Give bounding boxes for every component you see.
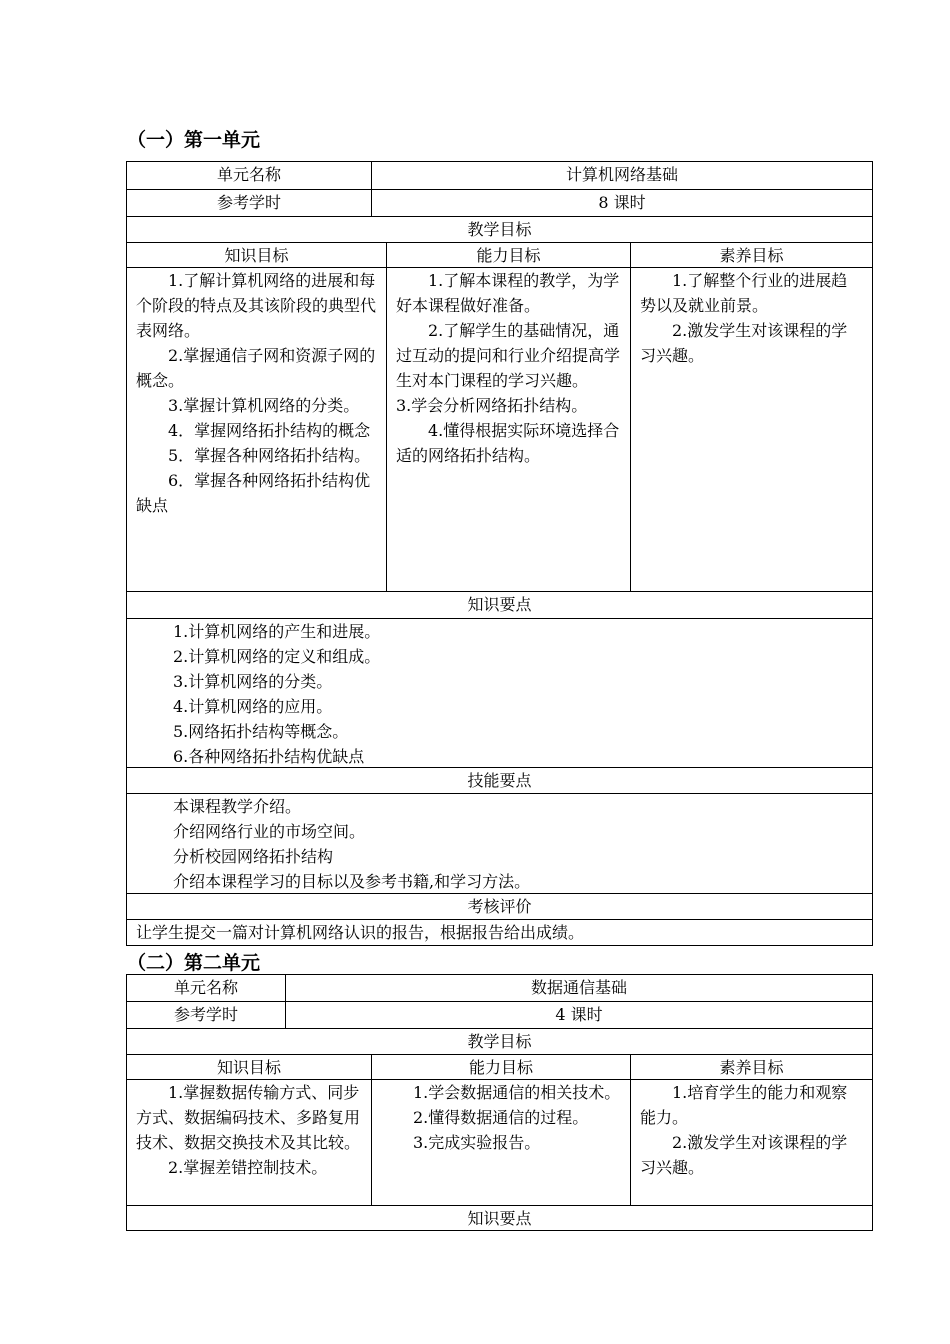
list-item: 分析校园网络拓扑结构 — [173, 847, 334, 866]
unit2-name-label: 单元名称 — [173, 978, 238, 997]
list-item: 本课程教学介绍。 — [173, 797, 302, 816]
unit1-knowledge-goals — [127, 268, 386, 591]
goal-item: 6．掌握各种网络拓扑结构优缺点 — [136, 471, 371, 515]
unit1-name-label: 单元名称 — [216, 165, 281, 184]
unit2-quality-goals — [630, 1080, 872, 1205]
unit1-knowledge-points-header: 知识要点 — [467, 595, 532, 614]
unit1-quality-goals — [630, 268, 872, 591]
unit2-goal-columns-row — [127, 1054, 872, 1079]
unit2-goals-header: 教学目标 — [467, 1032, 532, 1051]
goal-item: 4．掌握网络拓扑结构的概念 — [168, 421, 371, 440]
unit2-knowledge-points-header: 知识要点 — [467, 1209, 532, 1228]
unit2-col-knowledge: 知识目标 — [216, 1058, 281, 1077]
goal-item: 2.掌握差错控制技术。 — [168, 1158, 328, 1177]
unit1-hours-value: 8 课时 — [371, 190, 872, 216]
unit1-col-quality: 素养目标 — [630, 243, 872, 267]
unit1-hours-label: 参考学时 — [216, 193, 281, 212]
unit1-goals-header-row — [127, 216, 872, 242]
goal-item: 2.激发学生对该课程的学习兴趣。 — [640, 321, 848, 365]
goal-item: 1.学会数据通信的相关技术。 — [413, 1083, 621, 1102]
unit2-hours-row — [127, 1001, 872, 1028]
goal-item: 2.掌握通信子网和资源子网的概念。 — [136, 346, 376, 390]
unit1-name-value: 计算机网络基础 — [371, 162, 872, 189]
unit1-skill-points-row — [127, 793, 872, 893]
unit1-skill-points-header-row — [127, 767, 872, 793]
list-item: 介绍网络行业的市场空间。 — [173, 822, 366, 841]
unit2-ability-goals — [371, 1080, 630, 1205]
unit1-assessment-row — [127, 919, 872, 945]
goal-item: 5．掌握各种网络拓扑结构。 — [168, 446, 371, 465]
goal-item: 2.了解学生的基础情况，通过互动的提问和行业介绍提高学生对本门课程的学习兴趣。 — [396, 321, 621, 390]
unit2-hours-label: 参考学时 — [173, 1005, 238, 1024]
list-item: 6.各种网络拓扑结构优缺点 — [173, 747, 365, 766]
unit1-skill-points-header: 技能要点 — [467, 771, 532, 790]
unit2-name-value: 数据通信基础 — [285, 975, 872, 1001]
unit2-knowledge-goals — [127, 1080, 371, 1205]
unit2-col-quality: 素养目标 — [630, 1055, 872, 1079]
list-item: 2.计算机网络的定义和组成。 — [173, 647, 381, 666]
list-item: 介绍本课程学习的目标以及参考书籍,和学习方法。 — [173, 872, 531, 891]
unit1-heading: （一）第一单元 — [127, 129, 261, 151]
goal-item: 4.懂得根据实际环境选择合适的网络拓扑结构。 — [396, 421, 620, 465]
unit1-assessment: 让学生提交一篇对计算机网络认识的报告，根据报告给出成绩。 — [136, 923, 585, 942]
goal-item: 2.懂得数据通信的过程。 — [413, 1108, 589, 1127]
unit1-name-row — [127, 162, 872, 189]
list-item: 3.计算机网络的分类。 — [173, 672, 333, 691]
list-item: 1.计算机网络的产生和进展。 — [173, 622, 381, 641]
unit1-assessment-header: 考核评价 — [467, 897, 532, 916]
goal-item: 3.学会分析网络拓扑结构。 — [396, 396, 588, 415]
unit1-knowledge-points — [127, 619, 872, 767]
unit1-assessment-header-row — [127, 893, 872, 919]
unit1-goal-columns-row — [127, 242, 872, 267]
goal-item: 3.掌握计算机网络的分类。 — [168, 396, 360, 415]
goal-item: 1.培育学生的能力和观察能力。 — [640, 1083, 848, 1127]
goal-item: 1.了解整个行业的进展趋势以及就业前景。 — [640, 271, 848, 315]
unit1-col-knowledge: 知识目标 — [224, 246, 289, 265]
goal-item: 1.了解本课程的教学，为学好本课程做好准备。 — [396, 271, 620, 315]
unit1-ability-goals — [386, 268, 630, 591]
unit1-knowledge-points-header-row — [127, 591, 872, 618]
unit1-skill-points — [127, 794, 872, 893]
unit2-heading: （二）第二单元 — [127, 952, 261, 974]
unit2-name-row — [127, 975, 872, 1001]
unit2-col-ability: 能力目标 — [371, 1055, 630, 1079]
list-item: 5.网络拓扑结构等概念。 — [173, 722, 349, 741]
goal-item: 1.掌握数据传输方式、同步方式、数据编码技术、多路复用技术、数据交换技术及其比较。 — [136, 1083, 361, 1152]
unit1-col-ability: 能力目标 — [386, 243, 630, 267]
list-item: 4.计算机网络的应用。 — [173, 697, 333, 716]
unit2-table — [126, 974, 873, 1231]
unit1-goals-header: 教学目标 — [467, 220, 532, 239]
unit1-hours-row — [127, 189, 872, 216]
goal-item: 1.了解计算机网络的进展和每个阶段的特点及其该阶段的典型代表网络。 — [136, 271, 377, 340]
unit2-knowledge-points-header-row — [127, 1205, 872, 1230]
unit2-hours-value: 4 课时 — [285, 1002, 872, 1028]
unit1-table — [126, 161, 873, 946]
goal-item: 2.激发学生对该课程的学习兴趣。 — [640, 1133, 848, 1177]
unit2-goals-header-row — [127, 1028, 872, 1054]
unit2-goals-body-row — [127, 1079, 872, 1205]
unit1-knowledge-points-row — [127, 618, 872, 767]
goal-item: 3.完成实验报告。 — [413, 1133, 541, 1152]
unit1-goals-body-row — [127, 267, 872, 591]
